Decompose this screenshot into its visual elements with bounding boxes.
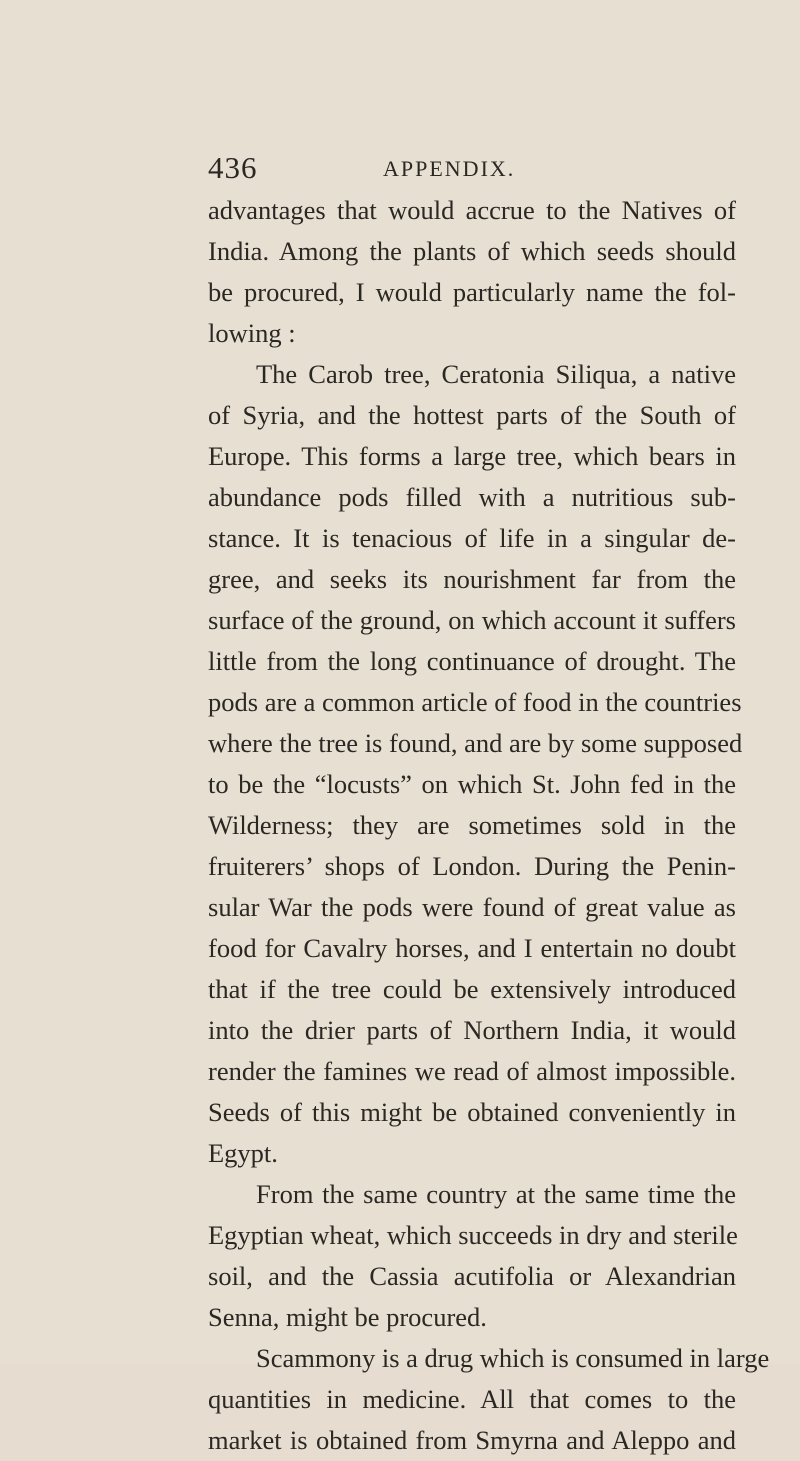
text-line: soil, and the Cassia acutifolia or Alexandrian: [208, 1261, 736, 1291]
text-line: render the famines we read of almost impossible.: [208, 1056, 736, 1086]
text-line: that if the tree could be extensively introduced: [208, 974, 736, 1004]
text-line: be procured, I would particularly name the fol-: [208, 277, 736, 307]
text-line: abundance pods filled with a nutritious sub-: [208, 482, 736, 512]
text-line: food for Cavalry horses, and I entertain no doubt: [208, 933, 736, 963]
text-line: Europe. This forms a large tree, which bears in: [208, 441, 736, 471]
section-title: APPENDIX.: [383, 156, 516, 181]
text-line: Senna, might be procured.: [208, 1302, 487, 1332]
text-line: into the drier parts of Northern India, it would: [208, 1015, 736, 1045]
text-line: The Carob tree, Ceratonia Siliqua, a native: [256, 359, 736, 389]
text-line: Scammony is a drug which is consumed in large: [256, 1343, 770, 1373]
text-line: to be the “locusts” on which St. John fed in the: [208, 769, 736, 799]
page-number: 436: [208, 150, 258, 185]
text-line: Wilderness; they are sometimes sold in the: [208, 810, 736, 840]
running-head: [208, 150, 748, 190]
text-line: From the same country at the same time the: [256, 1179, 736, 1209]
text-line: Seeds of this might be obtained conveniently in: [208, 1097, 736, 1127]
text-line: sular War the pods were found of great value as: [208, 892, 736, 922]
text-line: gree, and seeks its nourishment far from the: [208, 564, 736, 594]
text-line: surface of the ground, on which account it suffers: [208, 605, 736, 635]
text-line: of Syria, and the hottest parts of the South of: [208, 400, 736, 430]
text-line: market is obtained from Smyrna and Aleppo and: [208, 1425, 736, 1455]
text-line: stance. It is tenacious of life in a singular de-: [208, 523, 736, 553]
text-line: pods are a common article of food in the countries: [208, 687, 742, 717]
text-line: Egypt.: [208, 1138, 278, 1168]
text-line: quantities in medicine. All that comes to the: [208, 1384, 736, 1414]
text-line: where the tree is found, and are by some supposed: [208, 728, 743, 758]
text-line: fruiterers’ shops of London. During the Penin-: [208, 851, 736, 881]
text-line: Egyptian wheat, which succeeds in dry and sterile: [208, 1220, 738, 1250]
text-line: little from the long continuance of drought. The: [208, 646, 736, 676]
text-line: lowing :: [208, 318, 296, 348]
text-line: advantages that would accrue to the Natives of: [208, 195, 736, 225]
body-text: [208, 190, 770, 1461]
text-line: India. Among the plants of which seeds should: [208, 236, 736, 266]
